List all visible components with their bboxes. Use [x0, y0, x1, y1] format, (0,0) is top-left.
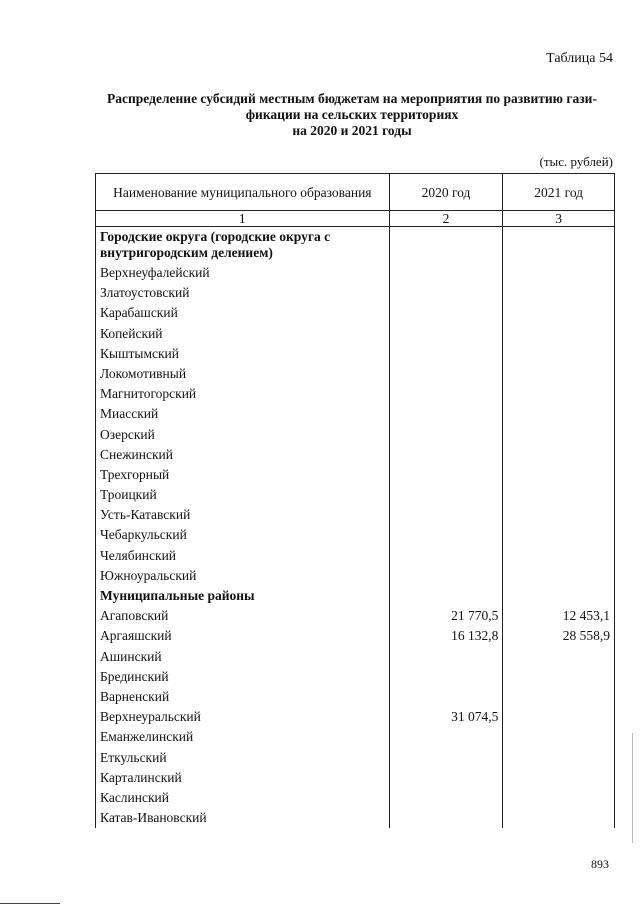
cell-2020 [389, 404, 503, 424]
cell-2021 [503, 303, 615, 323]
table-row [96, 727, 615, 747]
table-row [96, 768, 615, 788]
table-row [96, 263, 615, 283]
cell-2020 [389, 566, 503, 586]
cell-2021 [503, 505, 615, 525]
cell-municipality: Еткульский [96, 748, 390, 768]
cell-2020 [389, 788, 503, 808]
cell-2020 [389, 303, 503, 323]
cell-2020 [389, 283, 503, 303]
table-row [96, 788, 615, 808]
cell-municipality: Челябинский [96, 546, 390, 566]
cell-municipality: Аргаяшский [96, 626, 390, 646]
column-number: 2 [389, 211, 503, 227]
cell-2021 [503, 445, 615, 465]
cell-2021 [503, 687, 615, 707]
column-header-2021: 2021 год [503, 174, 615, 211]
cell-2020 [389, 344, 503, 364]
table-body [96, 227, 615, 829]
cell-municipality: Трехгорный [96, 465, 390, 485]
cell-2020 [389, 384, 503, 404]
cell-2020 [389, 667, 503, 687]
table-row [96, 384, 615, 404]
cell-2021 [503, 748, 615, 768]
table-row [96, 808, 615, 828]
cell-2020 [389, 465, 503, 485]
cell-2020 [389, 546, 503, 566]
cell-2020 [389, 227, 503, 264]
column-header-2020: 2020 год [389, 174, 503, 211]
cell-2020 [389, 647, 503, 667]
cell-municipality: Агаповский [96, 606, 390, 626]
cell-municipality: Троицкий [96, 485, 390, 505]
cell-municipality: Муниципальные районы [96, 586, 390, 606]
cell-municipality: Снежинский [96, 445, 390, 465]
table-row [96, 566, 615, 586]
table-row [96, 283, 615, 303]
cell-2020 [389, 687, 503, 707]
cell-municipality: Катав-Ивановский [96, 808, 390, 828]
table-row [96, 404, 615, 424]
cell-2021 [503, 667, 615, 687]
cell-2020 [389, 808, 503, 828]
cell-municipality: Карабашский [96, 303, 390, 323]
table-row [96, 748, 615, 768]
table-row [96, 667, 615, 687]
cell-2021 [503, 525, 615, 545]
cell-2021 [503, 324, 615, 344]
cell-municipality: Ашинский [96, 647, 390, 667]
cell-2021 [503, 485, 615, 505]
cell-2020: 21 770,5 [389, 606, 503, 626]
cell-municipality: Брединский [96, 667, 390, 687]
table-row [96, 546, 615, 566]
cell-2021 [503, 647, 615, 667]
table-row [96, 344, 615, 364]
cell-municipality: Верхнеуральский [96, 707, 390, 727]
cell-municipality: Копейский [96, 324, 390, 344]
column-number-row [96, 211, 615, 227]
section-row [96, 586, 615, 606]
cell-2021 [503, 586, 615, 606]
table-header-row [96, 174, 615, 211]
cell-2020 [389, 748, 503, 768]
cell-municipality: Локомотивный [96, 364, 390, 384]
cell-2020 [389, 505, 503, 525]
section-row [96, 227, 615, 264]
cell-2020 [389, 425, 503, 445]
cell-2021: 12 453,1 [503, 606, 615, 626]
cell-municipality: Усть-Катавский [96, 505, 390, 525]
table-row [96, 707, 615, 727]
cell-2021 [503, 404, 615, 424]
cell-municipality: Миасский [96, 404, 390, 424]
cell-2021 [503, 425, 615, 445]
table-row [96, 505, 615, 525]
cell-2020: 16 132,8 [389, 626, 503, 646]
table-row [96, 525, 615, 545]
table-row [96, 425, 615, 445]
cell-municipality: Городские округа (городские округа с внутригородским делением) [96, 227, 390, 264]
column-number: 1 [96, 211, 390, 227]
cell-2020 [389, 768, 503, 788]
cell-municipality: Южноуральский [96, 566, 390, 586]
cell-municipality: Чебаркульский [96, 525, 390, 545]
units-label: (тыс. рублей) [539, 154, 613, 169]
cell-2021 [503, 263, 615, 283]
subsidy-table [95, 173, 615, 828]
cell-municipality: Верхнеуфалейский [96, 263, 390, 283]
footer-rule [0, 903, 60, 904]
table-row [96, 647, 615, 667]
table-row [96, 303, 615, 323]
title-line: Распределение субсидий местным бюджетам на мероприятия по развитию гази- [107, 91, 597, 106]
cell-municipality: Карталинский [96, 768, 390, 788]
cell-2020 [389, 263, 503, 283]
table-row [96, 626, 615, 646]
title-line: фикации на сельских территориях [245, 107, 459, 122]
cell-2020 [389, 364, 503, 384]
cell-2021 [503, 707, 615, 727]
column-header-name: Наименование муниципального образования [96, 174, 390, 211]
cell-2021 [503, 727, 615, 747]
cell-2021 [503, 465, 615, 485]
title-line: на 2020 и 2021 годы [292, 123, 412, 138]
cell-2021 [503, 546, 615, 566]
cell-2021 [503, 788, 615, 808]
cell-municipality: Магнитогорский [96, 384, 390, 404]
cell-municipality: Озерский [96, 425, 390, 445]
table-row [96, 485, 615, 505]
cell-2021 [503, 566, 615, 586]
cell-2021 [503, 768, 615, 788]
cell-2021 [503, 384, 615, 404]
table-row [96, 445, 615, 465]
table-row [96, 687, 615, 707]
table-number: Таблица 54 [546, 51, 613, 66]
cell-2020 [389, 445, 503, 465]
cell-2021 [503, 283, 615, 303]
page-number: 893 [591, 857, 609, 871]
cell-municipality: Каслинский [96, 788, 390, 808]
cell-2021 [503, 808, 615, 828]
cell-2021 [503, 227, 615, 264]
cell-2020 [389, 485, 503, 505]
cell-2021: 28 558,9 [503, 626, 615, 646]
cell-municipality: Златоустовский [96, 283, 390, 303]
cell-municipality: Еманжелинский [96, 727, 390, 747]
cell-2020 [389, 324, 503, 344]
cell-2020 [389, 525, 503, 545]
document-title [92, 91, 612, 139]
margin-mark [632, 733, 633, 843]
cell-municipality: Кыштымский [96, 344, 390, 364]
table-row [96, 465, 615, 485]
column-number: 3 [503, 211, 615, 227]
table-row [96, 364, 615, 384]
cell-2020 [389, 727, 503, 747]
table-row [96, 606, 615, 626]
cell-2021 [503, 364, 615, 384]
cell-municipality: Варненский [96, 687, 390, 707]
cell-2020 [389, 586, 503, 606]
cell-2020: 31 074,5 [389, 707, 503, 727]
table-row [96, 324, 615, 344]
cell-2021 [503, 344, 615, 364]
